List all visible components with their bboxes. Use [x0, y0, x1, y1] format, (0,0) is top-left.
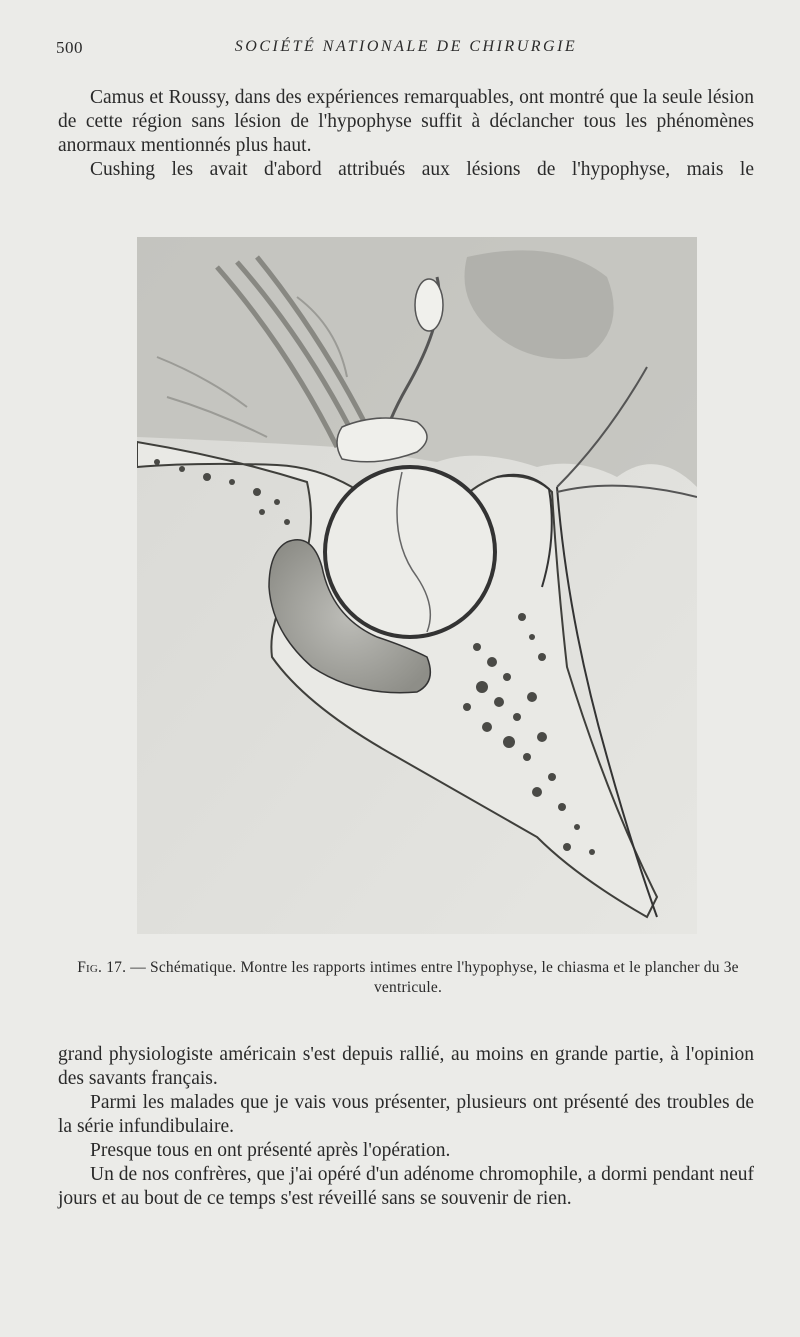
hypophysis — [325, 467, 495, 637]
hypophysis-illustration — [137, 237, 697, 934]
page-header — [56, 38, 756, 64]
figure-label: Fig. 17. — [77, 959, 127, 976]
figure-caption-text: — Schématique. Montre les rapports intimes entre l'hypophyse, le chiasma et le plancher du 3e ventricule. — [126, 959, 739, 996]
figure-caption — [58, 958, 758, 998]
paragraph: grand physiologiste américain s'est depuis rallié, au moins en grande partie, à l'opinion des savants français. — [58, 1044, 754, 1089]
paragraph: Un de nos confrères, que j'ai opéré d'un adénome chromophile, a dormi pendant neuf jours et au bout de ce temps s'est réveillé sans se souvenir de rien. — [58, 1164, 754, 1209]
running-head: SOCIÉTÉ NATIONALE DE CHIRURGIE — [234, 38, 578, 55]
body-text-top — [58, 86, 754, 182]
paragraph: Parmi les malades que je vais vous présenter, plusieurs ont présenté des troubles de la série infundibulaire. — [58, 1092, 754, 1137]
anatomical-figure — [137, 237, 697, 934]
paragraph: Cushing les avait d'abord attribués aux lésions de l'hypophyse, mais le — [90, 159, 754, 180]
page-number: 500 — [56, 38, 83, 57]
body-text-bottom — [58, 1043, 754, 1211]
paragraph: Camus et Roussy, dans des expériences remarquables, ont montré que la seule lésion de cette région sans lésion de l'hypophyse suffit à déclancher tous les phénomènes anormaux mentionnés plus haut. — [58, 87, 754, 156]
paragraph: Presque tous en ont présenté après l'opération. — [90, 1140, 451, 1161]
stalk-bulb — [415, 279, 443, 331]
